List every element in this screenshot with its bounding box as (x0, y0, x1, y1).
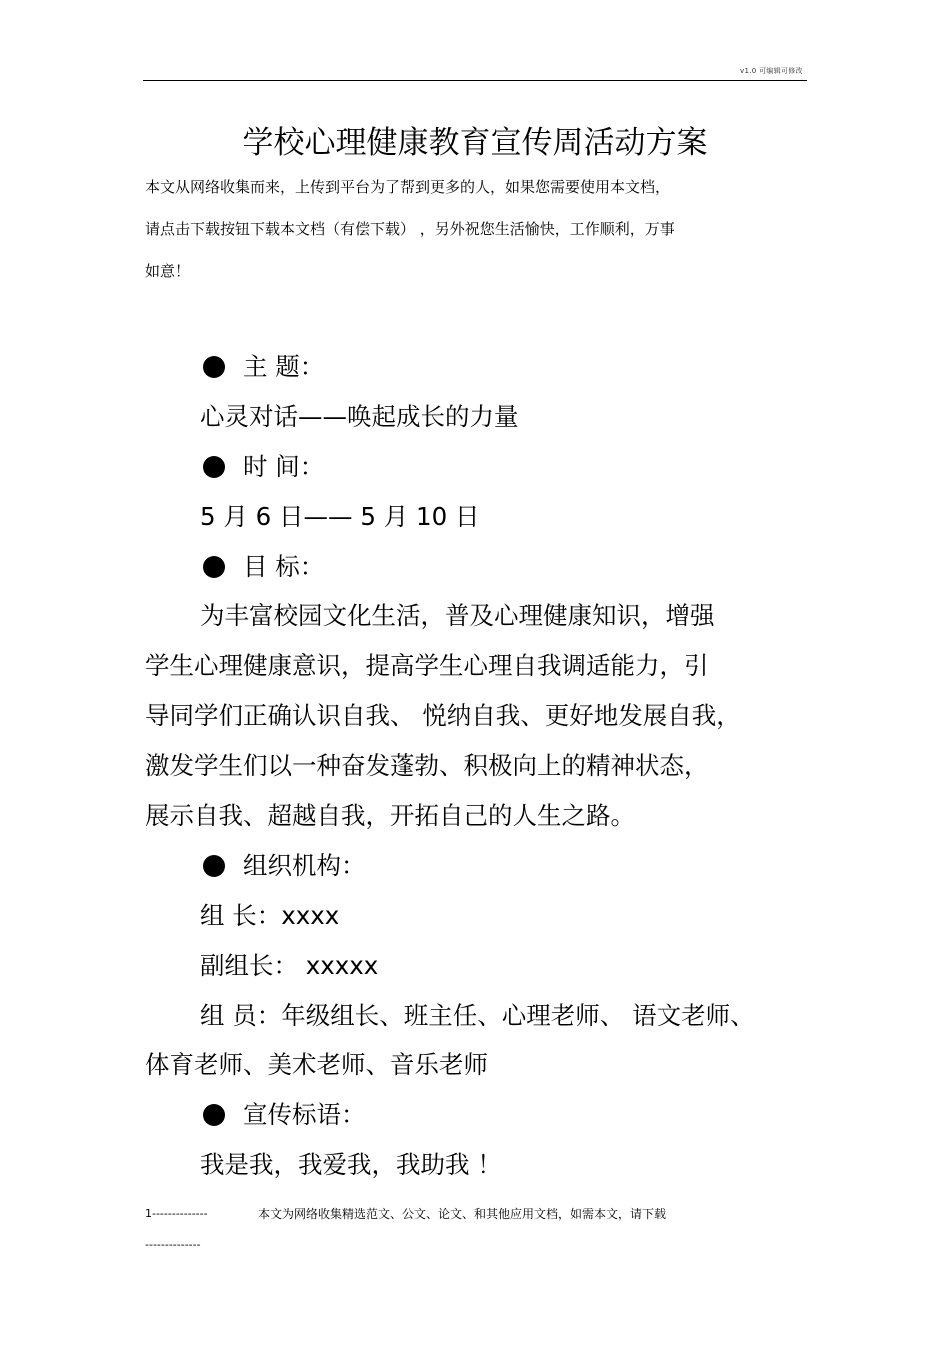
bullet-icon (203, 855, 225, 877)
document-title: 学校心理健康教育宣传周活动方案 (242, 125, 708, 161)
vice-leader-line: 副组长： xxxxx (200, 951, 379, 980)
theme-label: 主 题： (243, 352, 325, 381)
goal-line: 导同学们正确认识自我、 悦纳自我、更好地发展自我， (145, 701, 741, 730)
intro-line-1: 本文从网络收集而来，上传到平台为了帮到更多的人，如果您需要使用本文档， (145, 178, 671, 196)
slogan-heading (203, 1098, 903, 1132)
leader-line: 组 长：xxxx (200, 901, 340, 930)
slogan-value: 我是我，我爱我，我助我 ！ (200, 1150, 502, 1179)
theme-heading (203, 350, 903, 384)
theme-value: 心灵对话——唤起成长的力量 (200, 402, 519, 431)
goal-line: 学生心理健康意识，提高学生心理自我调适能力，引 (145, 651, 709, 680)
org-heading (203, 849, 903, 883)
bullet-icon (203, 1104, 225, 1126)
goal-line: 展示自我、超越自我，开拓自己的人生之路。 (145, 801, 635, 830)
org-label: 组织机构： (243, 851, 366, 880)
goal-line: 为丰富校园文化生活，普及心理健康知识，增强 (200, 601, 715, 630)
slogan-label: 宣传标语： (243, 1100, 366, 1129)
footer-text: 本文为网络收集精选范文、公文、论文、和其他应用文档，如需本文，请下载 (258, 1207, 667, 1221)
bullet-icon (203, 556, 225, 578)
goal-heading (203, 550, 903, 584)
time-label: 时 间： (243, 452, 325, 481)
header-version: v1.0 可编辑可修改 (740, 67, 803, 75)
goal-line: 激发学生们以一种奋发蓬勃、积极向上的精神状态， (145, 751, 709, 780)
goal-label: 目 标： (243, 552, 325, 581)
intro-line-2: 请点击下载按钮下载本文档（有偿下载） ，另外祝您生活愉快，工作顺利，万事 (145, 220, 675, 238)
footer-page-number: 1-------------- (145, 1207, 208, 1220)
members-line-2: 体育老师、美术老师、音乐老师 (145, 1050, 488, 1079)
intro-line-3: 如意！ (145, 262, 191, 280)
bullet-icon (203, 456, 225, 478)
time-value: 5 月 6 日—— 5 月 10 日 (200, 502, 480, 531)
members-line-1: 组 员：年级组长、班主任、心理老师、 语文老师、 (200, 1001, 755, 1030)
footer-dashes: -------------- (145, 1238, 201, 1251)
bullet-icon (203, 356, 225, 378)
time-heading (203, 450, 903, 484)
header-rule (143, 80, 807, 81)
